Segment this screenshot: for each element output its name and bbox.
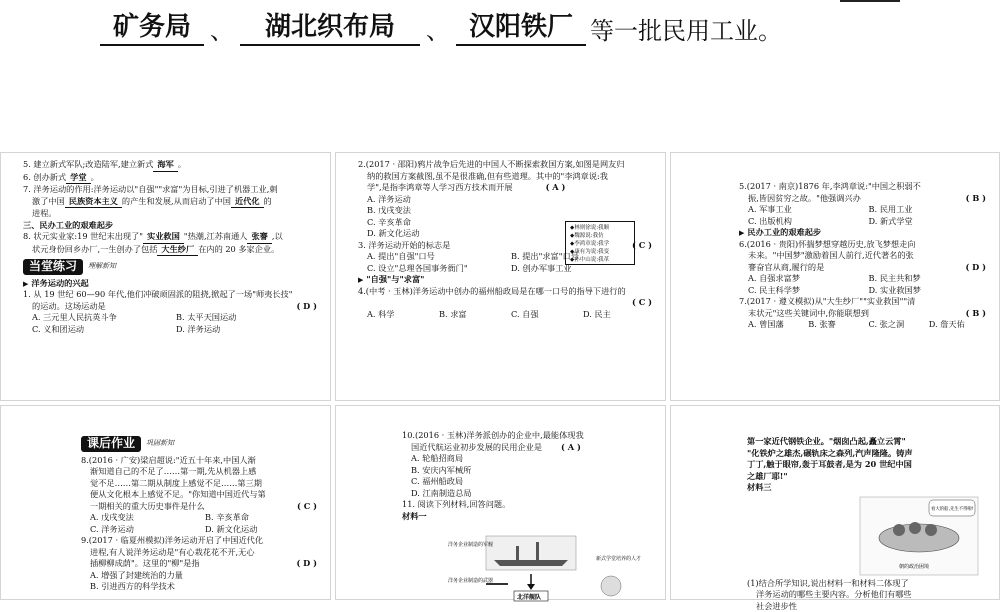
question-line: 未来。"中国梦"激励着国人前行,近代著名的张: [739, 250, 989, 262]
figure-caption-4: 新式学堂培养的人才: [596, 555, 641, 562]
text-line: 7. 洋务运动的作用:洋务运动以"自强""求富"为目标,引进了机器工业,刺: [23, 184, 320, 196]
slide-panel-5[interactable]: [335, 405, 666, 600]
option: B. 戊戌变法: [358, 205, 655, 217]
option: D. 江南制造总局: [402, 488, 655, 500]
option: C. 福州船政局: [402, 476, 655, 488]
answer-blank: 实业救国: [143, 231, 184, 244]
homework-subtitle: 巩固新知: [146, 438, 174, 450]
question-line: 7.(2017 · 遵义模拟)从"大生纱厂""实业救国""清: [739, 296, 989, 308]
text-line: 第一家近代钢铁企业。"烟囱凸起,矗立云霄": [747, 436, 989, 448]
option: A. 增强了封建统治的力量: [81, 570, 320, 582]
question-line: 渐知道自己的不足了……第一期,先从机器上感: [81, 466, 320, 478]
question-line: 纳的救国方案截图,虽不是很准确,但有些道理。其中的"李鸿章说:我: [358, 171, 655, 183]
question-line: 6.(2016 · 贵阳)怀揣梦想穿越历史,放飞梦想走向: [739, 239, 989, 251]
options-row: C. 民主科学梦 D. 实业救国梦: [739, 285, 989, 297]
text-line: 状元身份回乡办厂,一生创办了包括 大生纱厂 在内的 20 多家企业。: [23, 244, 320, 257]
practice-subtitle: 理解新知: [88, 261, 116, 273]
slide-panel-3[interactable]: [670, 152, 1000, 401]
slide-panel-1[interactable]: [0, 152, 331, 401]
options-row: C. 出版机构 D. 新式学堂: [739, 216, 989, 228]
question-line: [358, 297, 655, 309]
answer-blank: 学堂: [66, 172, 90, 185]
question-line: 8.(2016 · 广安)梁启超说:"近五十年来,中国人渐: [81, 455, 320, 467]
practice-heading: [23, 259, 320, 275]
question-line: 11. 阅读下列材料,回答问题。: [402, 499, 655, 511]
figure-caption-1: 洋务企业制造的军舰: [448, 541, 493, 548]
text-line: 6. 创办新式 学堂 。: [23, 172, 320, 185]
answer-blank: 大生纱厂: [157, 244, 198, 257]
section-heading: 三、民办工业的艰难起步: [23, 220, 320, 232]
figure-head: [893, 524, 905, 536]
question-line: 的运动。这场运动是 ( D ): [23, 301, 320, 313]
options-row: C. 义和团运动 D. 洋务运动: [23, 324, 320, 336]
options-row: C. 洋务运动 D. 新文化运动: [81, 524, 320, 536]
text-line: 5. 建立新式军队;改造陆军,建立新式 海军 。: [23, 159, 320, 172]
slide-panel-6[interactable]: [670, 405, 1000, 600]
option: D. 新文化运动: [358, 228, 655, 240]
text-line: 进程。: [23, 208, 320, 220]
question-line: 謇奋官从商,履行的是 ( D ): [739, 262, 989, 274]
material-label: 材料一: [402, 511, 655, 523]
question-line: 1. 从 19 世纪 60—90 年代,他们冲破顽固派的阻挠,掀起了一场"师夷长技": [23, 289, 320, 301]
topic-heading: ▶ 民办工业的艰难起步: [739, 227, 989, 239]
question-line: 末状元"这些关键词中,你能联想到 ( B ): [739, 308, 989, 320]
top-banner: [0, 0, 1000, 150]
top-rule: [840, 0, 900, 2]
option: B. 安庆内军械所: [402, 465, 655, 477]
options-row: A. 军事工业 B. 民用工业: [739, 204, 989, 216]
material-figure: [446, 534, 646, 604]
answer-choice: ( C ): [629, 297, 655, 309]
banner-blank-3: 汉阳铁厂: [456, 6, 586, 46]
question-line: 振,皆因贫穷之故。"他强调兴办 ( B ): [739, 193, 989, 205]
homework-title: 课后作业: [81, 436, 141, 452]
options-row: A. 提出"自强"口号 B. 提出"求富"口号: [358, 251, 655, 263]
figure-head: [909, 522, 921, 534]
text-line: 之雄厂耶!": [747, 471, 989, 483]
figure-caption-3: 北洋舰队: [517, 593, 541, 601]
answer-choice: ( C ): [629, 240, 655, 252]
warship-mast: [536, 542, 539, 560]
answer-choice: ( A ): [543, 182, 569, 194]
question-line: 洋务运动的哪些主要内容。分析他们有哪些: [747, 589, 989, 601]
option: A. 轮船招商局: [402, 453, 655, 465]
arrow-head-icon: [527, 584, 535, 590]
topic-heading: ▶ "自强"与"求富": [358, 274, 655, 286]
answer-choice: ( C ): [294, 501, 320, 513]
banner-sep-1: 、: [210, 11, 234, 46]
cartoon-figure: [859, 496, 979, 576]
question-line: 3. 洋务运动开始的标志是 ( C ): [358, 240, 655, 252]
text-line: "化铁炉之雄杰,碾轨床之森列,汽声隆隆。铸声: [747, 448, 989, 460]
triangle-icon: ▶: [23, 279, 28, 288]
options-row: A. 曾国藩 B. 张謇 C. 张之洞 D. 詹天佑: [739, 319, 989, 331]
figure-head: [925, 524, 937, 536]
option: A. 洋务运动: [358, 194, 655, 206]
option: C. 辛亥革命: [358, 217, 655, 229]
warship-mast: [516, 546, 519, 560]
banner-sep-2: 、: [426, 11, 450, 46]
triangle-icon: ▶: [739, 228, 744, 237]
question-line: 5.(2017 · 南京)1876 年,李鸿章说:"中国之积弱不: [739, 181, 989, 193]
options-row: A. 自强求富梦 B. 民主共和梦: [739, 273, 989, 285]
answer-blank: 民族资本主义: [65, 196, 122, 209]
options-row: A. 戊戌变法 B. 辛亥革命: [81, 512, 320, 524]
material-label: 材料三: [747, 482, 989, 494]
question-line: 学",是指李鸿章等人学习西方技术而开展 ( A ): [358, 182, 655, 194]
answer-choice: ( D ): [293, 301, 320, 313]
text-line: 8. 状元实业家:19 世纪末出现了" 实业救国 "热潮,江苏南通人 张謇 ,以: [23, 231, 320, 244]
topic-heading: ▶ 洋务运动的兴起: [23, 278, 320, 290]
figure-caption-2: 洋务企业制造的武器: [448, 577, 493, 584]
question-line: 进程,有人说洋务运动是"有心栽花花不开,无心: [81, 547, 320, 559]
options-row: A. 三元里人民抗英斗争 B. 太平天国运动: [23, 312, 320, 324]
homework-heading: [81, 436, 320, 452]
triangle-icon: ▶: [358, 275, 363, 284]
question-line: 觉不足……第二期从制度上感觉不足……第三期: [81, 478, 320, 490]
answer-choice: ( B ): [963, 193, 989, 205]
slide-panel-4[interactable]: [0, 405, 331, 600]
answer-blank: 近代化: [231, 196, 264, 209]
banner-sentence: [100, 6, 782, 46]
text-line: 丁丁,触于眼帘,轰于耳鼓者,是为 20 世纪中国: [747, 459, 989, 471]
question-line: (1)结合所学知识,说出材料一和材料二体现了: [747, 578, 989, 590]
bubble-text: 看大的船,先生不得啦!: [931, 505, 974, 512]
cartoon-caption: 朝的政治困境: [899, 563, 929, 570]
question-line: 便从文化根本上感觉不足。"你知道中国近代与第: [81, 489, 320, 501]
question-line: 10.(2016 · 玉林)洋务派创办的企业中,最能体现我: [402, 430, 655, 442]
text-line: 激了中国 民族资本主义 的产生和发展,从而启动了中国 近代化 的: [23, 196, 320, 209]
answer-blank: 海军: [153, 159, 177, 172]
option: B. 引进西方的科学技术: [81, 581, 320, 593]
question-line: 一期相关的重大历史事件是什么 ( C ): [81, 501, 320, 513]
practice-title: 当堂练习: [23, 259, 83, 275]
answer-choice: ( D ): [293, 558, 320, 570]
question-line: 国近代航运业初步发展的民用企业是 ( A ): [402, 442, 655, 454]
question-line: 9.(2017 · 临夏州模拟)洋务运动开启了中国近代化: [81, 535, 320, 547]
question-line: 社会进步性: [747, 601, 989, 612]
options-row: C. 设立"总理各国事务衙门" D. 创办军事工业: [358, 263, 655, 275]
question-line: 4.(中考 · 玉林)洋务运动中创办的福州船政局是在哪一口号的指导下进行的: [358, 286, 655, 298]
answer-choice: ( B ): [963, 308, 989, 320]
question-line: 2.(2017 · 邵阳)鸦片战争后先进的中国人不断探索救国方案,如图是网友归: [358, 159, 655, 171]
answer-choice: ( D ): [962, 262, 989, 274]
banner-tail: 等一批民用工业。: [590, 11, 782, 46]
banner-blank-2: 湖北织布局: [240, 6, 420, 46]
answer-choice: ( A ): [558, 442, 584, 454]
question-line: 插柳柳成荫"。这里的"柳"是指 ( D ): [81, 558, 320, 570]
screenshot-box: ◆林则徐说:我顺 ◆魏源说:我仿 ◆李鸿章说:我学 ◆康有为说:我变 ◆孙中山说:我革: [565, 221, 635, 265]
options-row: A. 科学 B. 求富 C. 自强 D. 民主: [358, 309, 655, 321]
warship-hull: [494, 560, 568, 566]
portrait-photo: [601, 576, 621, 596]
banner-blank-1: 矿务局: [100, 6, 204, 46]
slide-panel-2[interactable]: [335, 152, 666, 401]
answer-blank: 张謇: [247, 231, 271, 244]
